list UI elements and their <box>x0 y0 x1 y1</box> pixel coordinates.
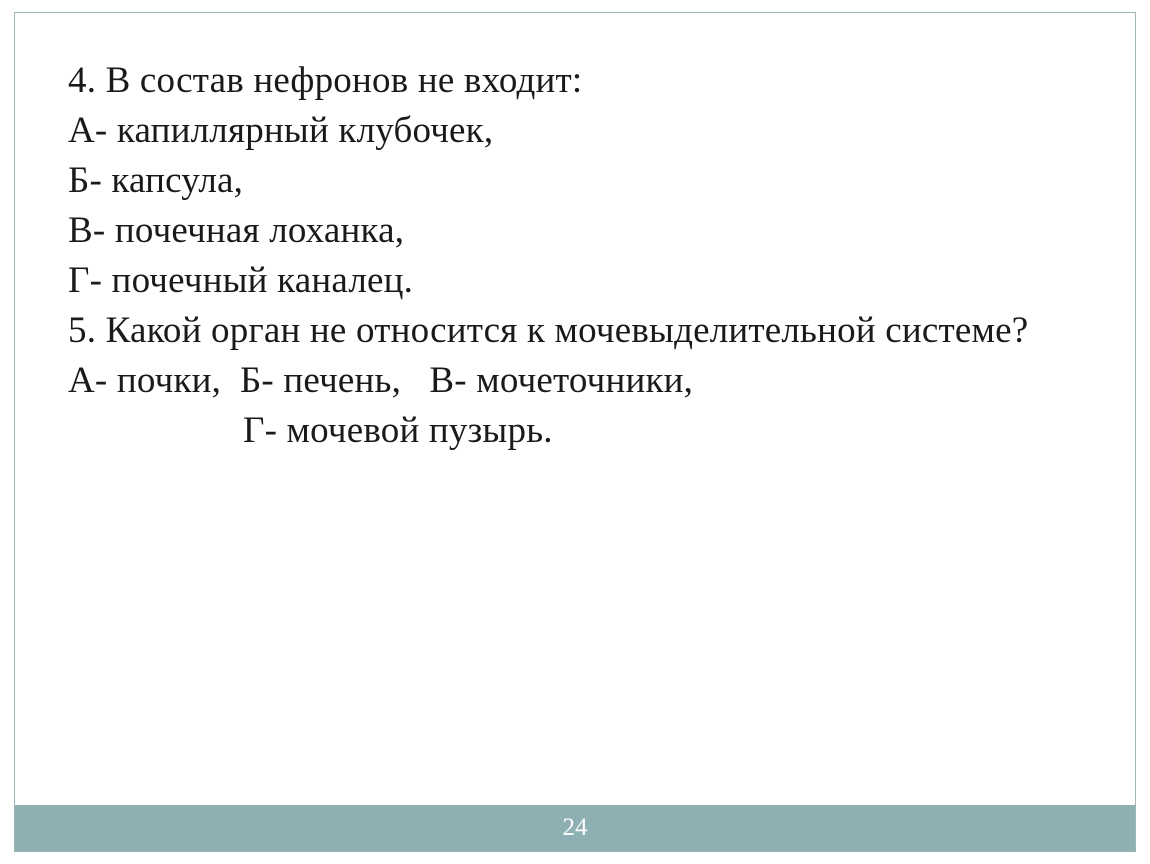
question-4-option-g: Г- почечный каналец. <box>68 260 414 301</box>
footer-bar <box>15 805 1135 851</box>
question-5-options-abv: А- почки, Б- печень, В- мочеточники, <box>68 360 694 401</box>
question-4-option-v: В- почечная лоханка, <box>68 210 405 251</box>
slide-body <box>68 56 1078 456</box>
question-5-option-g: Г- мочевой пузырь. <box>243 410 553 451</box>
question-5-text: 5. Какой орган не относится к мочевыделительной системе? <box>68 310 1029 351</box>
page-number: 24 <box>562 814 588 841</box>
question-4-option-a: А- капиллярный клубочек, <box>68 110 494 151</box>
question-4-text: 4. В состав нефронов не входит: <box>68 60 583 101</box>
question-4-option-b: Б- капсула, <box>68 160 244 201</box>
